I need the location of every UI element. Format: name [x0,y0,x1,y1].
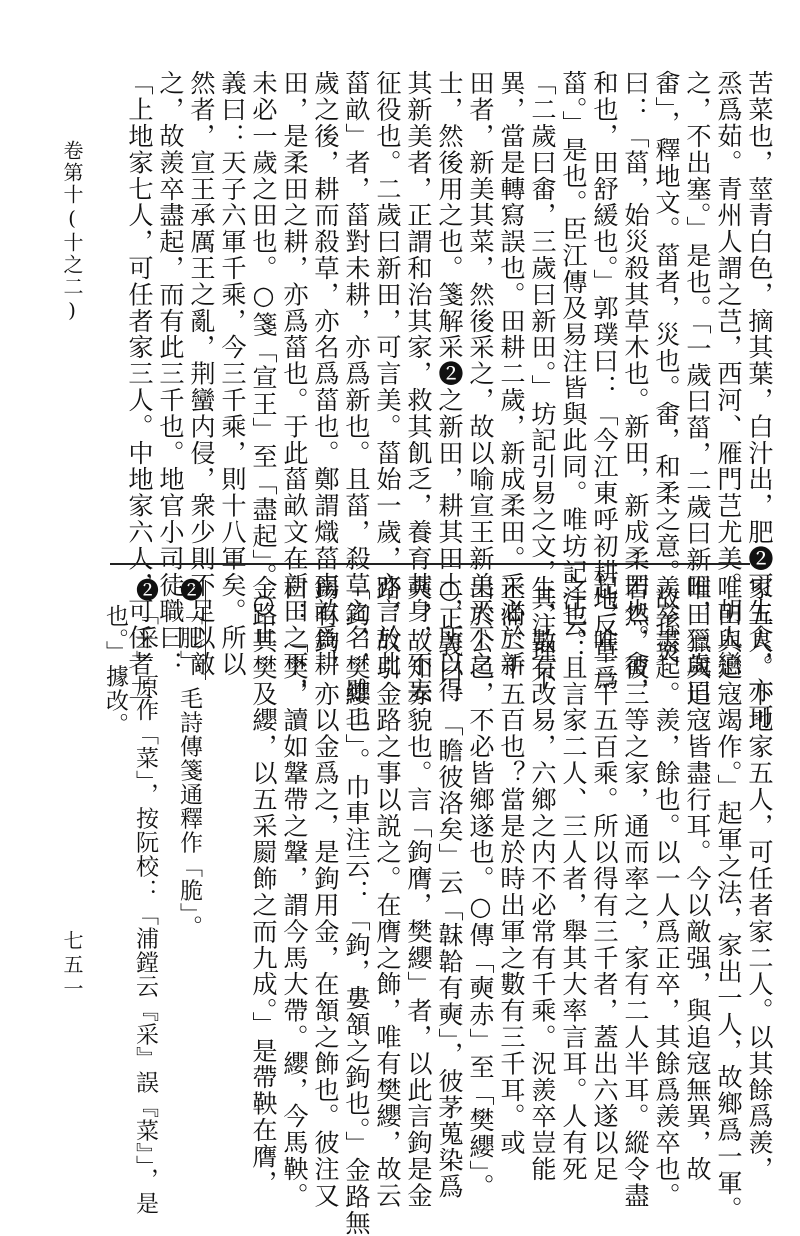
section-divider [110,563,750,565]
lower-column: 曰：「樊，讀如鞶帶之鞶，謂今馬大帶。纓，今馬鞅。 [280,575,309,1209]
lower-column: 羨卒盡起。羨，餘也。以一人爲正卒，其餘爲羨卒也。 [652,575,681,1209]
lower-column: 若然，彼三等之家，通而率之，家有二人半耳。縱令盡 [621,575,650,1209]
upper-column: 征役也。二歲曰新田，可言美。菑始一歲，亦言於此 [373,70,402,678]
upper-column: 苦菜也，莖青白色，摘其葉，白汁出，肥❷可生食，亦可 [745,70,774,730]
lower-column: 唯田與追寇竭作。」起軍之法，家出一人，故鄉爲一軍。 [714,575,743,1223]
upper-column: 田者，新美其菜，然後采之，故以喻宣王新美天下之 [466,70,495,678]
lower-column: ○正義曰：「瞻彼洛矣」云「韎韐有奭」，彼茅蒐染爲 [435,575,464,1200]
upper-column: 之，故羨卒盡起，而有此三千也。地官小司徒職曰： [156,70,185,678]
lower-column: 出於公邑，不必皆鄉遂也。○傳「奭赤」至「樊纓」。 [466,575,495,1200]
upper-column: 「二歲曰畬，三歲曰新田。」坊記引易之文，其注理不 [528,70,557,691]
lower-column: 路，故引金路之事以説之。在膺之飾，唯有樊纓，故云 [373,575,402,1209]
footnote: ❷「肥」，毛詩傳箋通釋作「脆」。 [176,578,202,939]
upper-column: 士，然後用之也。箋解采❷之新田，耕其田土，所以得 [435,70,464,704]
lower-column: 奭，故知赤貌也。言「鉤膺，樊纓」者，以此言鉤是金 [404,575,433,1209]
upper-column: 其新美者，正謂和治其家，救其飢乏，養育其身，不妄 [404,70,433,704]
upper-column: 烝爲茹。青州人謂之芑，西河、雁門芑尤美。胡人戀 [714,70,743,678]
upper-column: 菑畝」者，菑對未耕，亦爲新也。且菑，殺草之名，雖二 [342,70,371,730]
page-number: 七五一 [60,930,84,1002]
upper-column: 之，不出塞。」是也。「一歲曰菑，二歲曰新田，三歲曰 [683,70,712,705]
upper-column: 曰：「菑，始災殺其草木也。新田，新成柔田也。畬， [621,70,650,704]
lower-column: 之也。且言家二人、三人者，舉其大率言耳。人有死 [559,575,588,1183]
upper-column: 然者，宣王承厲王之亂，荆蠻内侵，衆少則不足以敵 [187,70,216,678]
lower-column: 唯田獵與追寇皆盡行耳。今以敵强，與追寇無異，故 [683,575,712,1183]
lower-column: 「鉤，樊纓也」。巾車注云：「鉤，婁頷之鉤也。」金路無 [342,575,371,1236]
upper-column: 田，是柔田之耕，亦爲菑也。于此菑畝文在新田之下， [280,70,309,704]
upper-column: 未必一歲之田也。○箋「宣王」至「盡起」。○正 [249,70,278,646]
lower-column: 家五人。下地家五人，可任者家二人。以其餘爲羨， [745,575,774,1183]
upper-column: 畬」，釋地文。菑者，災也。畬，和柔之意。故孫炎 [652,70,681,665]
upper-column: 「上地家七人，可任者家三人。中地家六人，可任者二 [125,70,154,704]
footnote: ❷「采」原作「菜」，按阮校：「浦鏜云『采』誤『菜』」，是 [132,578,158,1216]
lower-column: 鍚有鉤，亦以金爲之，是鉤用金，在頷之飾也。彼注又 [311,575,340,1209]
upper-column: 和也，田舒緩也。」郭璞曰：「今江東呼初耕地反草爲 [590,70,619,691]
lower-column: 金路其樊及纓，以五采罽飾之而九成。」是帶鞅在膺， [249,575,278,1196]
upper-column: 義曰：天子六軍千乘，今三千乘，則十八軍矣。所以 [218,70,247,678]
footnote-divider [205,580,206,680]
upper-column: 菑。」是也。臣江傳及易注皆與此同。唯坊記注云： [559,70,588,665]
running-head: 卷第十(十之二) [60,140,84,324]
lower-column: 生，數有改易，六鄉之内不必常有千乘。況羨卒豈能 [528,575,557,1183]
upper-column: 歲之後，耕而殺草，亦名爲菑也。鄭謂熾菑南畝爲耕 [311,70,340,678]
footnote-continuation: 也。」據改。 [102,604,128,737]
lower-column: 正滿二千五百也？當是於時出軍之數有三千耳。或 [497,575,526,1156]
lower-column: 起，唯二千五百乘。所以得有三千者，蓋出六遂以足 [590,575,619,1183]
upper-column: 異，當是轉寫誤也。田耕二歲，新成柔田。采必於新 [497,70,526,678]
